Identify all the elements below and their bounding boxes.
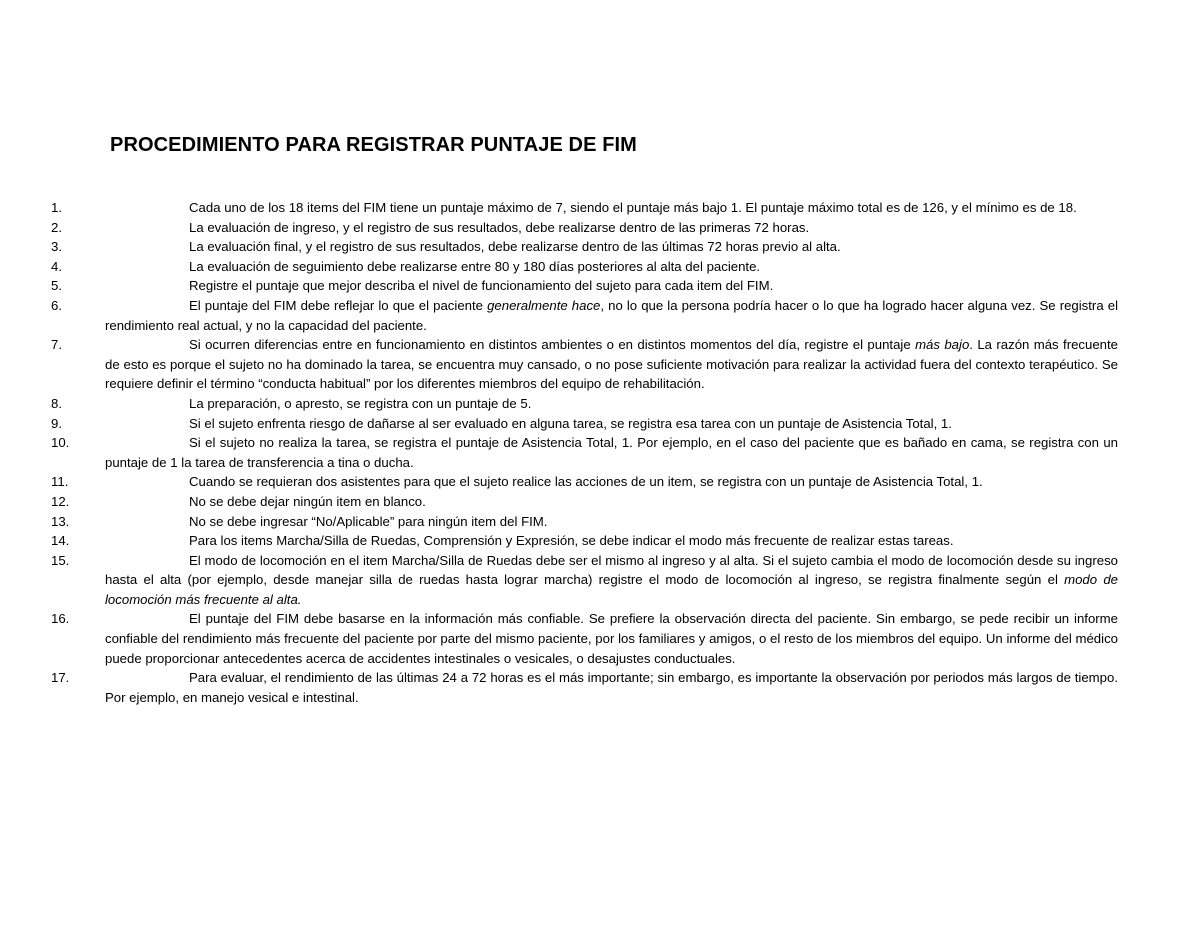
list-item-number: 7. [51,337,62,353]
list-item-text: El modo de locomoción en el item Marcha/Silla de Ruedas debe ser el mismo al ingreso y al alta. Si el sujeto cambia el modo de locomoción desde su ingreso hasta el alta (por ejemplo, desde manejar silla de ruedas hasta lograr marcha) registre el modo de locomoción al ingreso, se registra finalmente según el [105,552,1118,588]
list-item-text: Cada uno de los 18 items del FIM tiene un puntaje máximo de 7, siendo el puntaje más bajo 1. El puntaje máximo total es de 126, y el mínimo es de 18. [189,200,1077,215]
list-item-text: Cuando se requieran dos asistentes para que el sujeto realice las acciones de un item, se registra con un puntaje de Asistencia Total, 1. [189,474,983,490]
list-item-text: Para evaluar, el rendimiento de las últimas 24 a 72 horas es el más importante; sin embargo, es importante la observación por periodos más largos de tiempo. Por ejemplo, en manejo vesical e intestinal. [105,670,1118,705]
list-item-text: , no lo que la persona podría hacer o lo que ha logrado hacer alguna vez. Se registra el rendimiento real actual, y no la capacidad del paciente. [105,297,1118,333]
list-item-text: La evaluación de ingreso, y el registro de sus resultados, debe realizarse dentro de las primeras 72 horas. [189,219,810,235]
list-item-number: 2. [51,219,62,235]
list-item-text: La preparación, o apresto, se registra con un puntaje de 5. [189,395,532,411]
list-item-number: 13. [51,513,70,529]
list-item-text: Si ocurren diferencias entre en funcionamiento en distintos ambientes o en distintos momentos del día, registre el puntaje [189,337,916,353]
list-item-number: 5. [51,278,62,294]
list-item-text: Para los items Marcha/Silla de Ruedas, Comprensión y Expresión, se debe indicar el modo más frecuente de realizar estas tareas. [189,533,954,549]
list-item-number: 3. [51,239,62,255]
list-item [0,394,1118,414]
list-item [0,296,1118,335]
italic-text: generalmente hace [487,297,601,313]
list-item-number: 11. [51,474,69,490]
list-item [0,335,1118,394]
list-item-text: Si el sujeto no realiza la tarea, se registra el puntaje de Asistencia Total, 1. Por ejemplo, en el caso del paciente que es bañado en cama, se registra con un puntaje de 1 la tarea de transferencia a tina o ducha. [105,435,1118,470]
italic-text: modo de locomoción más frecuente al alta. [105,572,1118,607]
list-item-number: 15. [51,552,70,568]
list-item [0,512,1118,532]
list-item-number: 14. [51,533,70,549]
list-item-text: El puntaje del FIM debe reflejar lo que el paciente [189,297,488,313]
list-item-text: La evaluación de seguimiento debe realizarse entre 80 y 180 días posteriores al alta del paciente. [189,258,761,274]
list-item-text: Si el sujeto enfrenta riesgo de dañarse al ser evaluado en alguna tarea, se registra esa tarea con un puntaje de Asistencia Total, 1. [189,415,952,431]
list-item-number: 9. [51,415,62,431]
list-item-number: 12. [51,493,70,509]
list-item-number: 1. [51,200,62,215]
list-item [0,551,1118,610]
list-item [0,609,1118,668]
list-item-number: 10. [51,435,70,451]
list-item-number: 16. [51,611,70,627]
list-item [0,257,1118,277]
list-item-text: La evaluación final, y el registro de sus resultados, debe realizarse dentro de las últimas 72 horas previo al alta. [189,239,841,255]
list-item [0,237,1118,257]
procedure-list [0,198,1200,707]
list-item-text: . La razón más frecuente de esto es porque el sujeto no ha dominado la tarea, se encuentra muy cansado, o no pose suficiente motivación para realizar la actividad fuera del contexto terapéutico. Se requiere definir el término “conducta habitual” por los diferentes miembros del equipo de rehabilitación. [105,337,1119,392]
list-item-number: 4. [51,258,62,274]
list-item [0,276,1118,296]
list-item-number: 6. [51,297,62,313]
list-item-text: Registre el puntaje que mejor describa el nivel de funcionamiento del sujeto para cada item del FIM. [189,278,774,294]
list-item-text: No se debe ingresar “No/Aplicable” para ningún item del FIM. [189,513,548,529]
list-item-text: El puntaje del FIM debe basarse en la información más confiable. Se prefiere la observación directa del paciente. Sin embargo, se pede recibir un informe confiable del rendimiento más frecuente del paciente por parte del mismo paciente, por los familiares y amigos, o el resto de los miembros del equipo. Un informe del médico puede proporcionar antecedentes acerca de accidentes intestinales o vesicales, o desajustes conductuales. [105,611,1118,666]
page-title: PROCEDIMIENTO PARA REGISTRAR PUNTAJE DE FIM [110,134,637,156]
list-item [0,472,1118,492]
list-item [0,414,1118,434]
list-item [0,668,1118,707]
list-item [0,198,1118,218]
list-item [0,492,1118,512]
list-item-number: 17. [51,670,70,686]
list-item-text: No se debe dejar ningún item en blanco. [189,493,426,509]
list-item [0,433,1118,472]
list-item [0,531,1118,551]
list-item [0,218,1118,238]
italic-text: más bajo [915,337,970,353]
list-item-number: 8. [51,395,62,411]
